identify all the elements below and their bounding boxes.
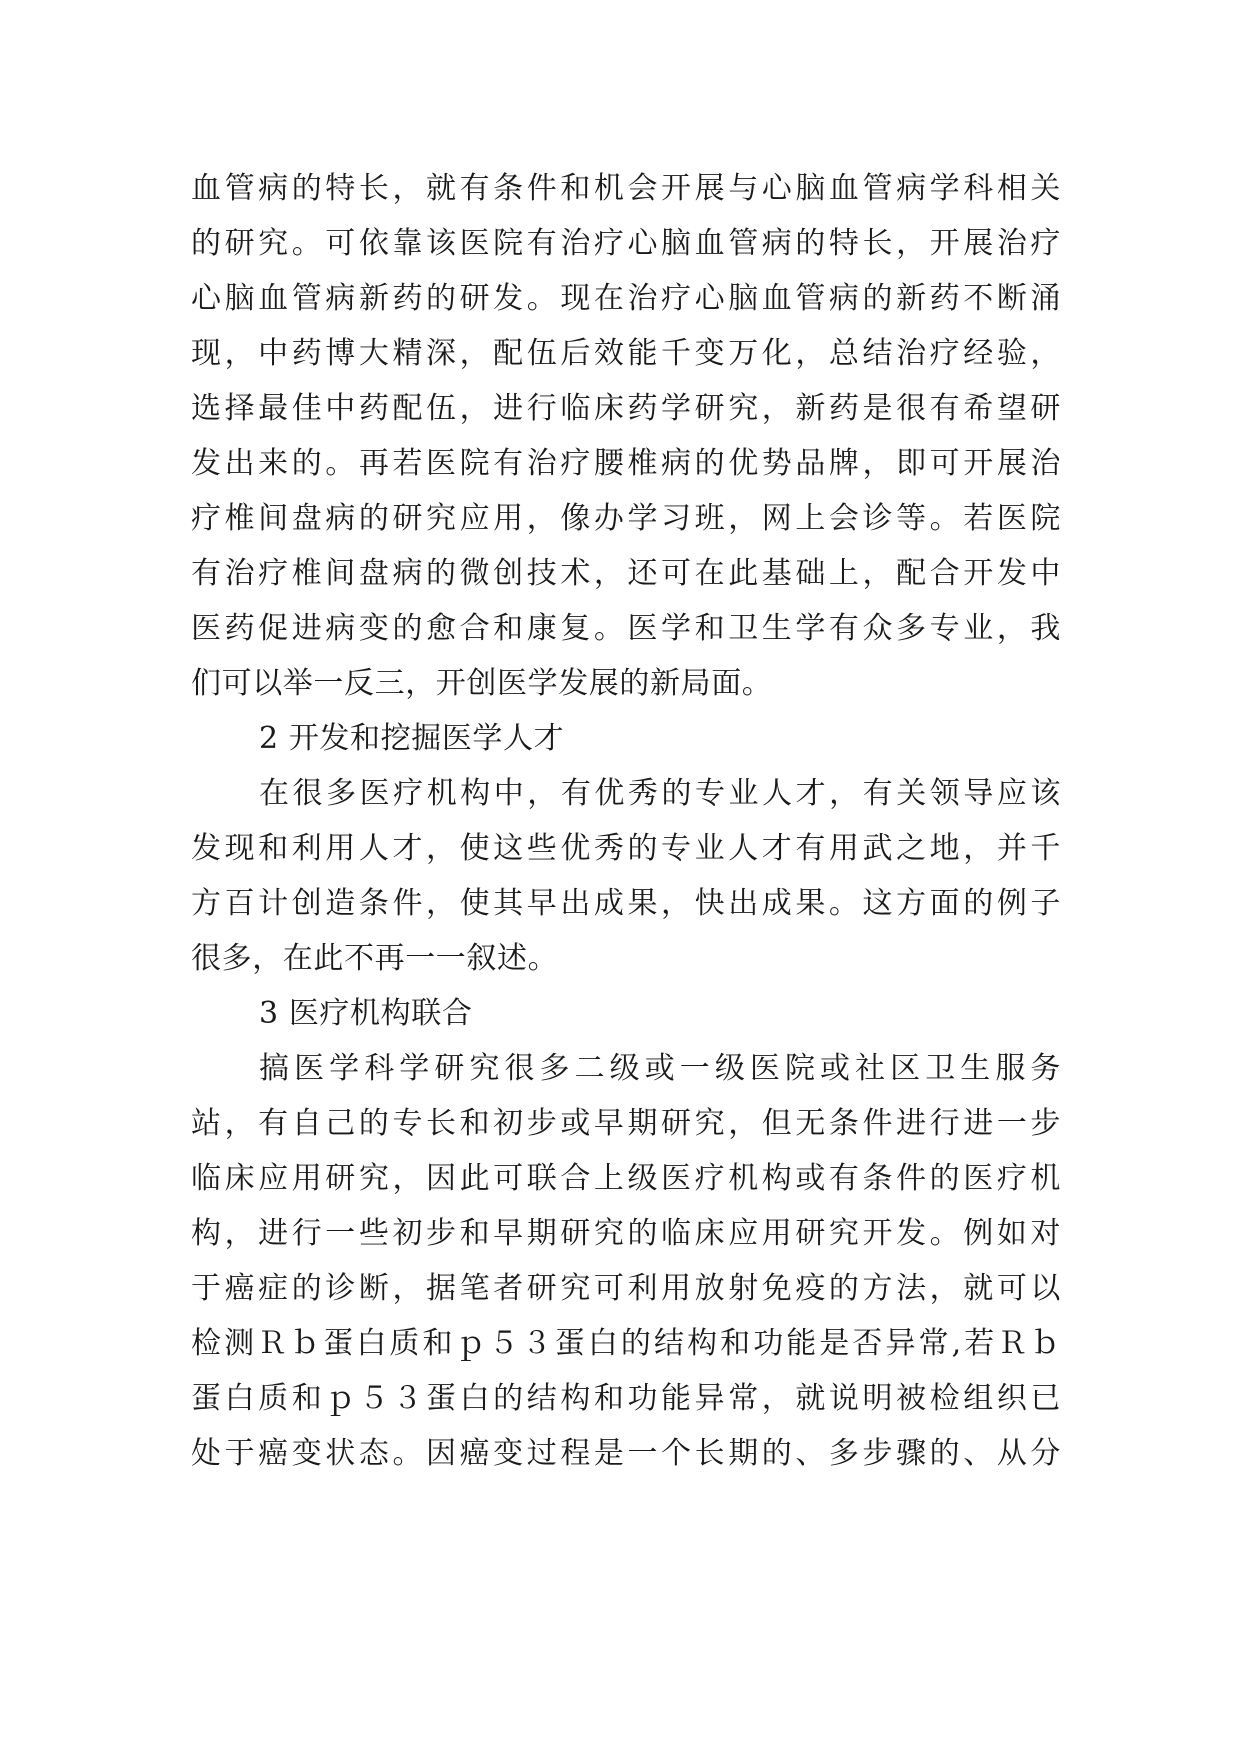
paragraph-line: 的研究。可依靠该医院有治疗心脑血管病的特长，开展治疗 — [191, 226, 1061, 261]
body-text — [191, 161, 1061, 1481]
paragraph-line: 血管病的特长，就有条件和机会开展与心脑血管病学科相关 — [191, 171, 1061, 206]
paragraph-line: 在很多医疗机构中，有优秀的专业人才，有关领导应该 — [259, 776, 1061, 811]
paragraph-line: 心脑血管病新药的研发。现在治疗心脑血管病的新药不断涌 — [191, 281, 1061, 316]
paragraph-line: 检测Ｒｂ蛋白质和ｐ５３蛋白的结构和功能是否异常,若Ｒｂ — [191, 1326, 1061, 1361]
paragraph-line: 临床应用研究，因此可联合上级医疗机构或有条件的医疗机 — [191, 1161, 1061, 1196]
paragraph-line: 蛋白质和ｐ５３蛋白的结构和功能异常，就说明被检组织已 — [191, 1381, 1061, 1416]
section-heading: 3 医疗机构联合 — [259, 996, 473, 1031]
paragraph-line: 们可以举一反三，开创医学发展的新局面。 — [191, 666, 773, 701]
paragraph-line: 医药促进病变的愈合和康复。医学和卫生学有众多专业，我 — [191, 611, 1061, 646]
paragraph-line: 方百计创造条件，使其早出成果，快出成果。这方面的例子 — [191, 886, 1061, 921]
paragraph-line: 选择最佳中药配伍，进行临床药学研究，新药是很有希望研 — [191, 391, 1061, 426]
paragraph-line: 构，进行一些初步和早期研究的临床应用研究开发。例如对 — [191, 1216, 1061, 1251]
paragraph-line: 站，有自己的专长和初步或早期研究，但无条件进行进一步 — [191, 1106, 1061, 1141]
paragraph-line: 疗椎间盘病的研究应用，像办学习班，网上会诊等。若医院 — [191, 501, 1061, 536]
paragraph-line: 搞医学科学研究很多二级或一级医院或社区卫生服务 — [259, 1051, 1061, 1086]
paragraph-line: 很多，在此不再一一叙述。 — [191, 941, 559, 976]
paragraph-line: 现，中药博大精深，配伍后效能千变万化，总结治疗经验， — [191, 336, 1061, 371]
paragraph-line: 发出来的。再若医院有治疗腰椎病的优势品牌，即可开展治 — [191, 446, 1061, 481]
paragraph-line: 有治疗椎间盘病的微创技术，还可在此基础上，配合开发中 — [191, 556, 1061, 591]
paragraph-line: 处于癌变状态。因癌变过程是一个长期的、多步骤的、从分 — [191, 1436, 1061, 1471]
paragraph-line: 发现和利用人才，使这些优秀的专业人才有用武之地，并千 — [191, 831, 1061, 866]
paragraph-line: 于癌症的诊断，据笔者研究可利用放射免疫的方法，就可以 — [191, 1271, 1061, 1306]
section-heading: 2 开发和挖掘医学人才 — [259, 721, 565, 756]
